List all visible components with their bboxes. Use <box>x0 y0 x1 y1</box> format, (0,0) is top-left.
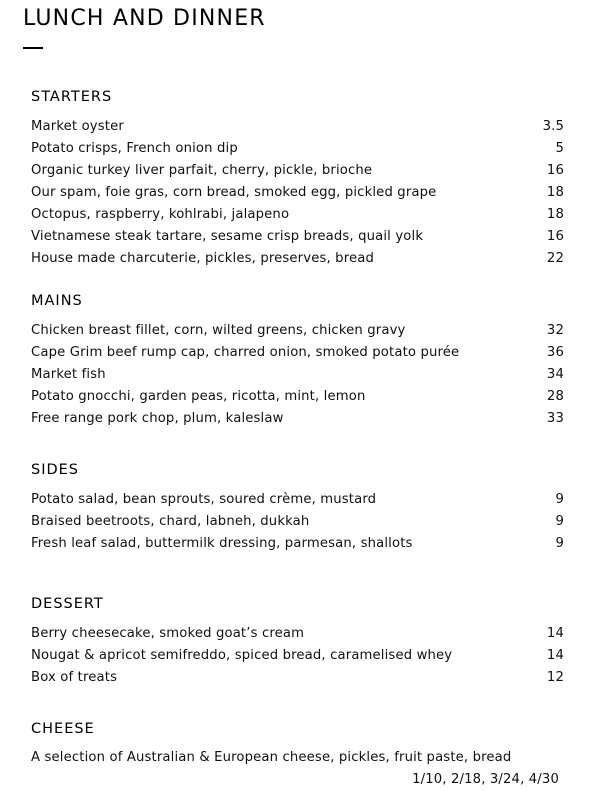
item-price: 34 <box>546 367 564 382</box>
item-price: 9 <box>555 536 564 551</box>
menu-item <box>31 645 564 667</box>
page-title: LUNCH AND DINNER <box>23 6 266 31</box>
menu-item-list <box>31 489 564 555</box>
menu-item <box>31 320 564 342</box>
item-name: Cape Grim beef rump cap, charred onion, smoked potato purée <box>31 345 460 360</box>
item-price: 9 <box>555 514 564 529</box>
menu-item <box>31 342 564 364</box>
menu-item <box>31 533 564 555</box>
item-name: Braised beetroots, chard, labneh, dukkah <box>31 514 310 529</box>
menu-item-list <box>31 116 564 270</box>
menu-item <box>31 667 564 689</box>
item-price: 22 <box>546 251 564 266</box>
item-price: 36 <box>546 345 564 360</box>
menu-item-list <box>31 320 564 430</box>
cheese-description: A selection of Australian & European cheese, pickles, fruit paste, bread <box>31 750 512 765</box>
item-name: Potato salad, bean sprouts, soured crème, mustard <box>31 492 377 507</box>
item-name: Organic turkey liver parfait, cherry, pickle, brioche <box>31 163 373 178</box>
item-name: Potato crisps, French onion dip <box>31 141 238 156</box>
title-underline <box>23 47 43 49</box>
section-title: DESSERT <box>31 596 104 612</box>
item-price: 14 <box>546 648 564 663</box>
item-name: Fresh leaf salad, buttermilk dressing, parmesan, shallots <box>31 536 413 551</box>
item-price: 5 <box>555 141 564 156</box>
menu-item <box>31 248 564 270</box>
menu-item <box>31 182 564 204</box>
section-title: SIDES <box>31 462 80 478</box>
section-cheese <box>31 719 559 791</box>
item-price: 28 <box>546 389 564 404</box>
item-price: 16 <box>546 163 564 178</box>
section-title: MAINS <box>31 293 83 309</box>
item-name: Market fish <box>31 367 106 382</box>
menu-item <box>31 623 564 645</box>
item-name: Berry cheesecake, smoked goat’s cream <box>31 626 305 641</box>
cheese-prices: 1/10, 2/18, 3/24, 4/30 <box>412 772 559 787</box>
menu-item <box>31 138 564 160</box>
menu-item <box>31 160 564 182</box>
item-price: 3.5 <box>542 119 564 134</box>
item-name: Box of treats <box>31 670 118 685</box>
menu-item <box>31 511 564 533</box>
section-starters <box>31 87 564 270</box>
item-name: Free range pork chop, plum, kaleslaw <box>31 411 284 426</box>
menu-item <box>31 116 564 138</box>
item-name: Chicken breast fillet, corn, wilted greens, chicken gravy <box>31 323 406 338</box>
item-price: 16 <box>546 229 564 244</box>
item-price: 32 <box>546 323 564 338</box>
item-name: Octopus, raspberry, kohlrabi, jalapeno <box>31 207 290 222</box>
item-price: 33 <box>546 411 564 426</box>
menu-item-list <box>31 623 564 689</box>
item-name: House made charcuterie, pickles, preserves, bread <box>31 251 374 266</box>
item-price: 18 <box>546 185 564 200</box>
section-dessert <box>31 594 564 689</box>
section-title: CHEESE <box>31 721 95 737</box>
menu-item <box>31 489 564 511</box>
section-sides <box>31 460 564 555</box>
item-name: Nougat & apricot semifreddo, spiced bread, caramelised whey <box>31 648 453 663</box>
item-name: Vietnamese steak tartare, sesame crisp breads, quail yolk <box>31 229 424 244</box>
menu-item <box>31 386 564 408</box>
menu-item <box>31 364 564 386</box>
menu-item <box>31 204 564 226</box>
item-price: 12 <box>546 670 564 685</box>
section-mains <box>31 291 564 430</box>
item-price: 14 <box>546 626 564 641</box>
item-name: Potato gnocchi, garden peas, ricotta, mint, lemon <box>31 389 366 404</box>
item-name: Our spam, foie gras, corn bread, smoked egg, pickled grape <box>31 185 437 200</box>
menu-item <box>31 226 564 248</box>
section-title: STARTERS <box>31 89 113 105</box>
item-name: Market oyster <box>31 119 124 134</box>
item-price: 18 <box>546 207 564 222</box>
menu-item <box>31 408 564 430</box>
item-price: 9 <box>555 492 564 507</box>
